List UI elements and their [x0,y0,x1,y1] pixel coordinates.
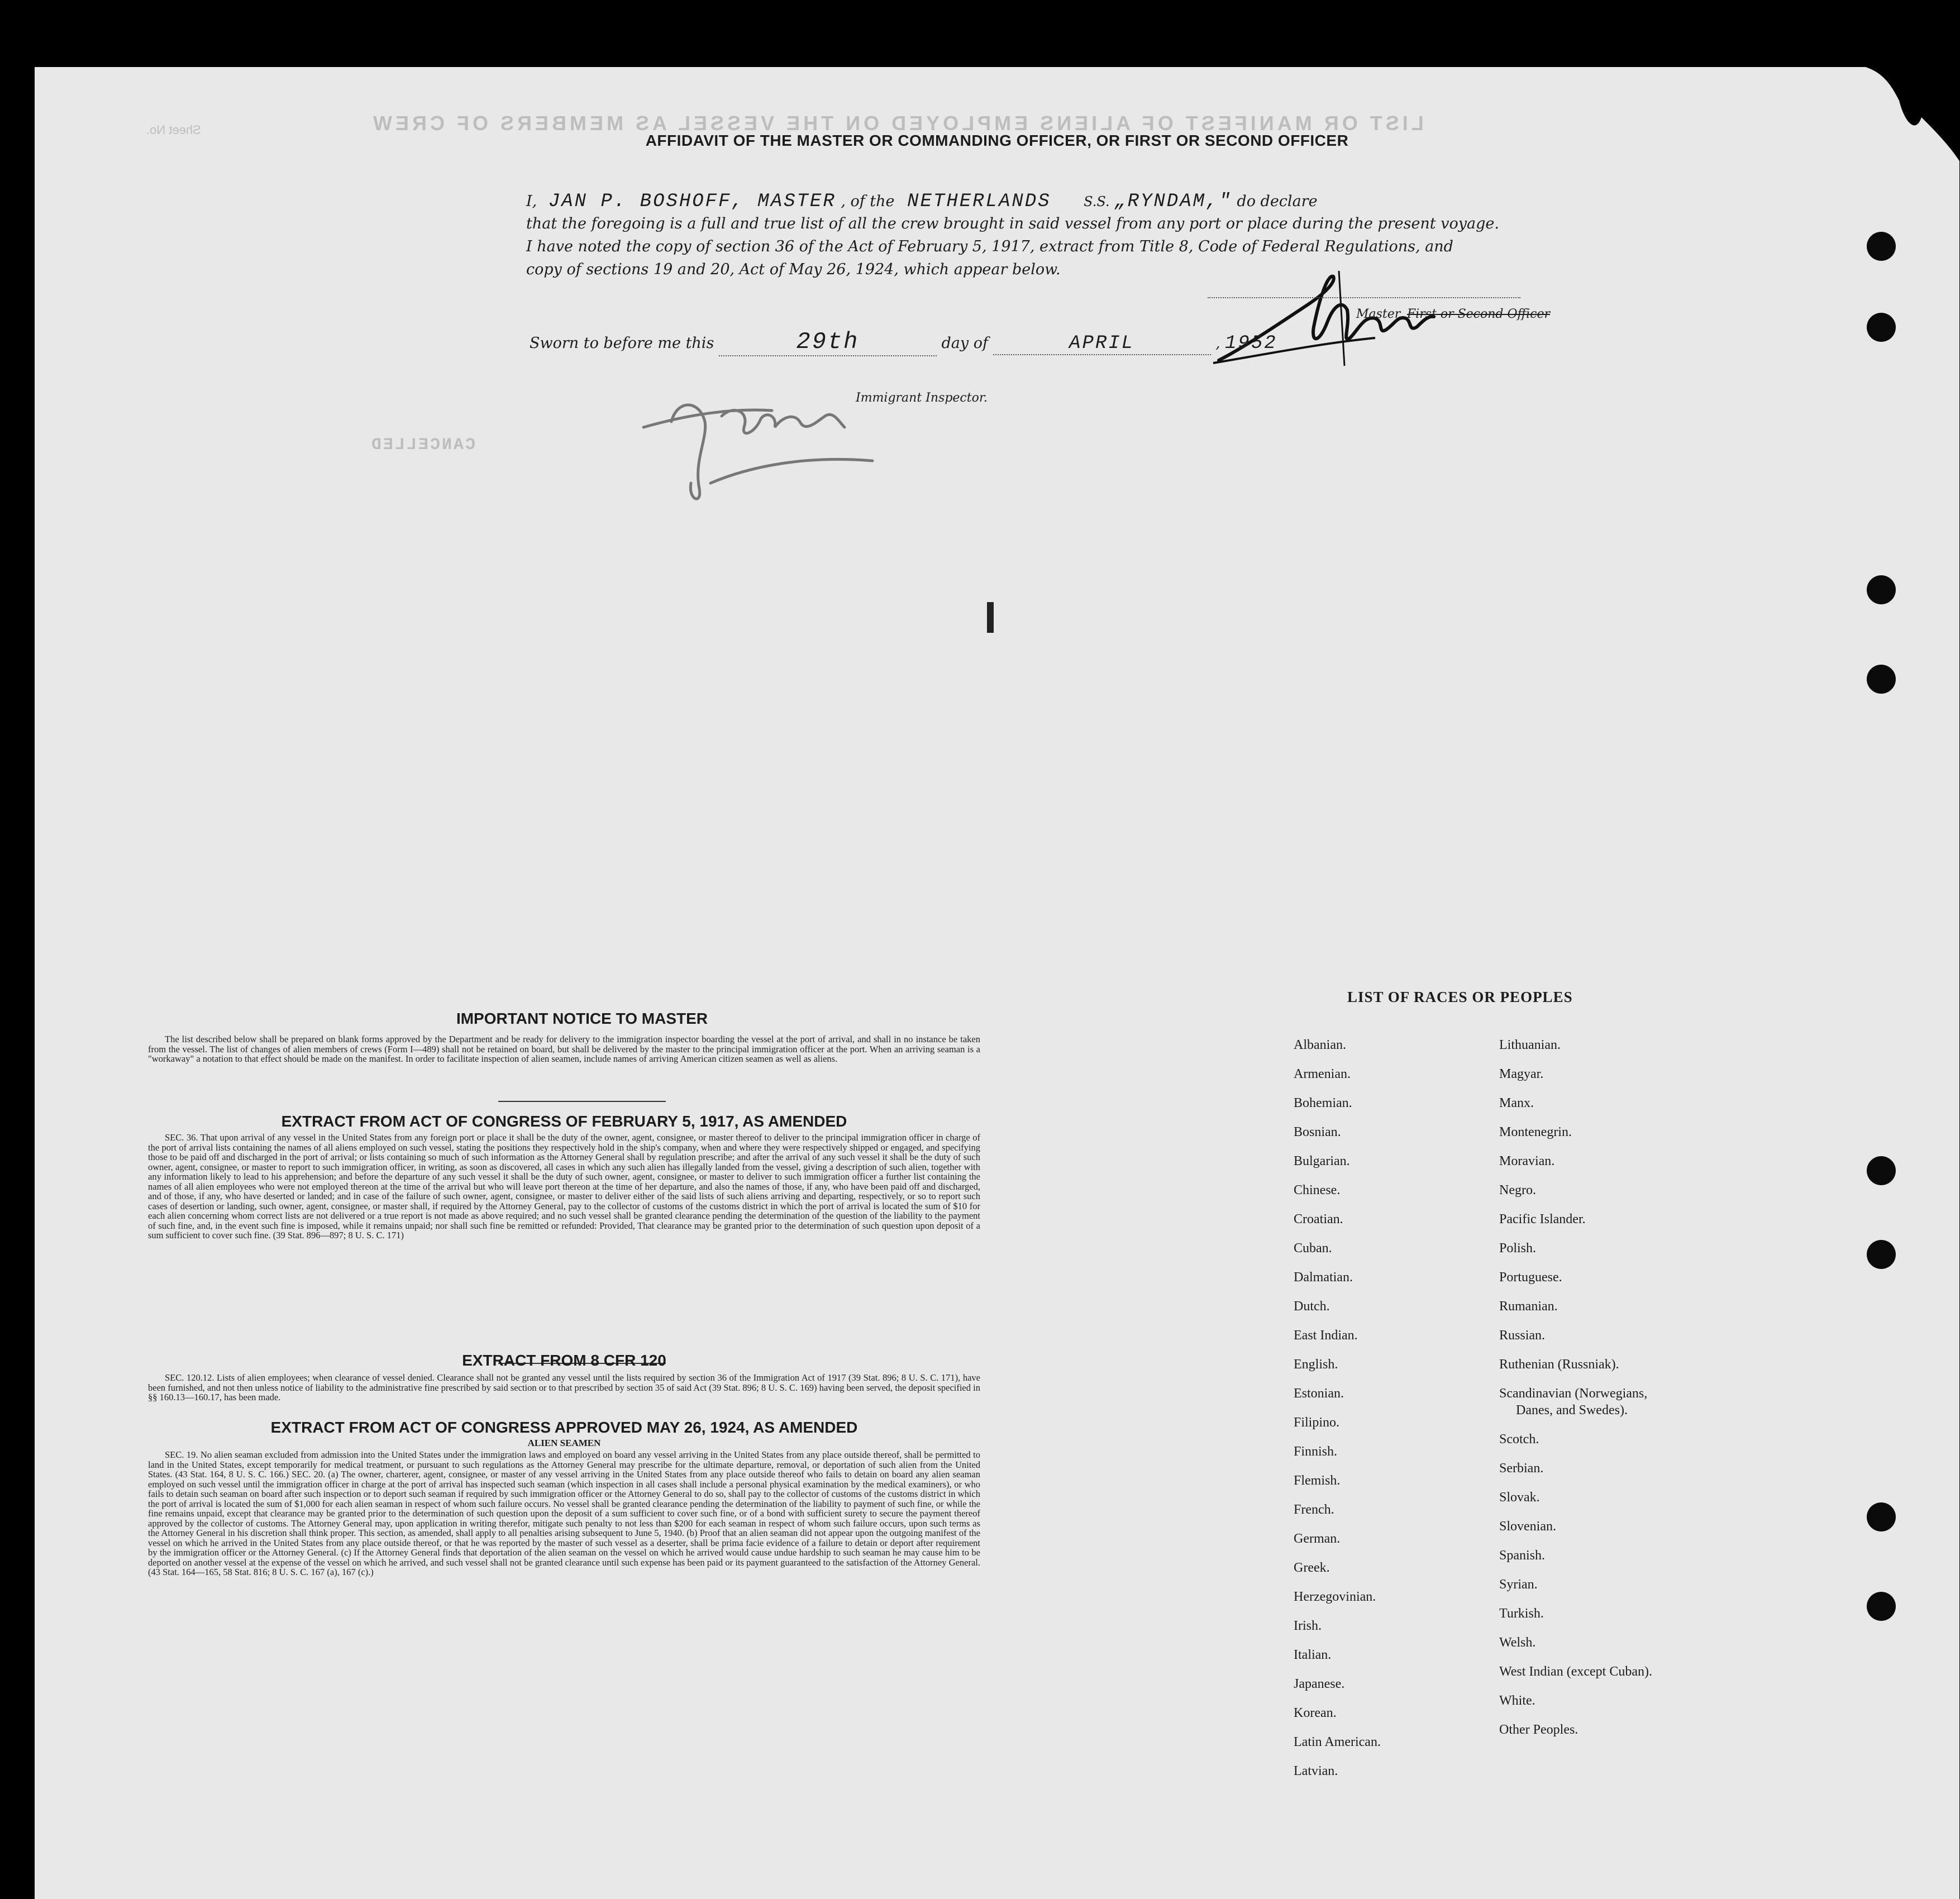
binder-hole [1867,1502,1896,1531]
race-item: Japanese. [1294,1677,1345,1691]
race-item: English. [1294,1357,1338,1372]
race-item: Welsh. [1499,1635,1536,1650]
race-item: Ruthenian (Russniak). [1499,1357,1619,1372]
affidavit-title: AFFIDAVIT OF THE MASTER OR COMMANDING OFFICER, OR FIRST OR SECOND OFFICER [645,132,1349,149]
race-item: Italian. [1294,1648,1332,1662]
race-item: Polish. [1499,1241,1537,1256]
day-of-label: day of [941,335,988,352]
race-item: Other Peoples. [1499,1723,1579,1737]
race-item: Estonian. [1294,1386,1344,1401]
race-item: Negro. [1499,1183,1536,1197]
sworn-day: 29th [796,328,860,355]
master-signature [1208,265,1442,383]
race-item: Dutch. [1294,1299,1330,1314]
race-item: Irish. [1294,1619,1322,1633]
race-item: Syrian. [1499,1577,1538,1592]
race-item: Scotch. [1499,1432,1539,1447]
race-item: Slovenian. [1499,1519,1556,1534]
sworn-year: 1952 [1225,333,1277,354]
race-item: Rumanian. [1499,1299,1558,1314]
sworn-label: Sworn to before me this [530,335,714,352]
race-item: Lithuanian. [1499,1038,1561,1052]
extract-1924-text: SEC. 19. No alien seaman excluded from admission into the United States under the immigration laws and employed on board any vessel arriving in the United States from any place outside thereof, shall be permitted to land in the United States, except temporarily for medical treatment, or pursuant to such regulations as the Attorney General may prescribe for the ultimate departure, removal, or deportation of such alien from the United States. (43 Stat. 164, 8 U. S. C. 166.) SEC. 20. (a) The owner, charterer, agent, consignee, or master of any vessel arriving in the United States from any place outside thereof who fails to detain on board any alien seaman employed on such vessel until the immigration officer in charge at the port of arrival has inspected such seaman (which inspection in all cases shall include a personal physical examination by the medical examiners), or who fails to detain such seaman on board after such inspection or to deport such seaman if required by such immigration officer or the Attorney General to do so, shall pay to the collector of customs of the customs district in which the port of arrival is located the sum of $1,000 for each alien seaman in respect of whom such failure occurs. No vessel shall be granted clearance pending the determination of the liability to payment of such fine, or while the fine remains unpaid, except that clearance may be granted prior to the determination of such question upon the deposit of a sum sufficient to cover such fine, or of a bond with sufficient surety to secure the payment thereof approved by the collector of customs. The Attorney General may, upon application in writing therefor, mitigate such penalty to not less than $200 for each seaman in respect of whom such failure occurs, upon such terms as the Attorney General in his discretion shall think proper. This section, as amended, shall apply to all penalties arising subsequent to June 5, 1940. (b) Proof that an alien seaman did not appear upon the outgoing manifest of the vessel on which he arrived in the United States from any place outside thereof, or that he was reported by the master of such vessel as a deserter, shall be prima facie evidence of a failure to detain or deport after requirement by the immigration officer or the Attorney General. (c) If the Attorney General finds that deportation of the alien seaman on the vessel on which he arrived would cause undue hardship to such seaman he may cause him to be deported on another vessel at the expense of the vessel on which he arrived, and such vessel shall not be granted clearance until such expense has been paid or its payment guaranteed to the satisfaction of the Attorney General. (43 Stat. 164—165, 58 Stat. 816; 8 U. S. C. 167 (a), 167 (c).) [148,1449,980,1577]
of-the-label: , of the [841,193,895,210]
signer-title-master: Master, [1356,307,1403,321]
binder-hole [1867,313,1896,342]
notice-title: IMPORTANT NOTICE TO MASTER [456,1010,708,1027]
master-name: JAN P. BOSHOFF, MASTER [548,191,836,212]
race-item: French. [1294,1502,1334,1517]
race-item: Dalmatian. [1294,1270,1353,1285]
sworn-month-field [993,333,1211,355]
race-item: East Indian. [1294,1328,1358,1343]
race-item: Korean. [1294,1706,1337,1720]
notice-divider [498,1101,666,1102]
binder-hole [1867,1156,1896,1185]
race-item: Latin American. [1294,1735,1381,1749]
race-item: West Indian (except Cuban). [1499,1664,1652,1679]
inspector-label: Immigrant Inspector. [856,391,988,405]
extract-1917-text: SEC. 36. That upon arrival of any vessel in the United States from any foreign port or place it shall be the duty of the owner, agent, consignee, or master thereof to deliver to the principal immigration officer in charge of the port of arrival lists containing the names of all aliens employed on such vessel, stating the positions they respectively hold in the ship's company, when and where they were respectively shipped or engaged, and specifying those to be paid off and discharged in the port of arrival; or lists containing so much of such information as the Attorney General shall by regulation prescribe; and after the arrival of any such vessel it shall be the duty of such owner, agent, consignee, or master to report to such immigration officer, in writing, as soon as discovered, all cases in which any such alien has illegally landed from the vessel, giving a description of such alien, together with any information likely to lead to his apprehension; and before the departure of any such vessel it shall be the duty of such owner, agent, consignee, or master to deliver to such immigration officer a further list containing the names of all alien employees who were not employed thereon at the time of the arrival but who will leave port thereon at the time of her departure, and also the names of those, if any, who have been paid off and discharged, and of those, if any, who have deserted or landed; and in case of the failure of such owner, agent, consignee, or master to deliver either of the said lists of such aliens arriving and departing, respectively, or so to report such cases of desertion or landing, such owner, agent, consignee, or master shall, if required by the Attorney General, pay to the collector of customs of the customs district in which the port of arrival is located the sum of $10 for each alien concerning whom correct lists are not delivered or a true report is not made as above required; and no such vessel shall be granted clearance pending the determination of the question of the liability to the payment of such fine, and, in the event such fine is imposed, while it remains unpaid; nor shall such fine be remitted or refunded: Provided, That clearance may be granted prior to the determination of such question upon deposit of a sum sufficient to cover such fine. (39 Stat. 896—897; 8 U. S. C. 171) [148,1132,980,1240]
race-item: Filipino. [1294,1415,1340,1430]
race-item: Serbian. [1499,1461,1544,1476]
sworn-month: APRIL [1069,333,1135,354]
inspector-signature [638,355,878,522]
vessel-name: „RYNDAM," [1114,191,1232,212]
race-item: Danes, and Swedes). [1516,1403,1628,1418]
race-item: Bohemian. [1294,1096,1352,1110]
binder-hole [1867,575,1896,604]
i-label: I, [526,193,537,210]
races-title: LIST OF RACES OR PEOPLES [1347,989,1573,1005]
sworn-day-field [719,328,937,356]
extract-1924-subtitle: ALIEN SEAMEN [527,1438,601,1448]
signature-line [1208,297,1520,298]
race-item: Greek. [1294,1561,1330,1575]
race-item: Albanian. [1294,1038,1346,1052]
bleed-through-cancelled: CANCELLED [370,436,476,455]
vessel-nationality: NETHERLANDS [907,191,1051,212]
race-item: Manx. [1499,1096,1534,1110]
race-item: Croatian. [1294,1212,1343,1227]
binder-hole [1867,1240,1896,1269]
race-item: Montenegrin. [1499,1125,1572,1139]
race-item: Herzegovinian. [1294,1590,1376,1604]
affidavit-declaration-line [526,191,1318,212]
extract-cfr-text: SEC. 120.12. Lists of alien employees; when clearance of vessel denied. Clearance shall not be granted any vessel until the lists required by section 36 of the Immigration Act of 1917 (39 Stat. 896; 8 U. S. C. 171), have been furnished, and not then unless notice of liability to the administrative fine prescribed by said section or to that prescribed by section 35 of said Act (39 Stat. 896; 8 U. S. C. 169) having been served, the deposit specified in §§ 160.13—160.17, has been made. [148,1372,980,1402]
torn-corner [1754,34,1960,162]
race-item: Spanish. [1499,1548,1546,1563]
document-page [35,67,1959,1899]
signer-title [1356,307,1550,321]
extract-cfr-title: EXTRACT FROM 8 CFR 120 [462,1352,666,1369]
race-item: Magyar. [1499,1067,1544,1081]
bleed-through-sheet-no: Sheet No. [146,123,201,137]
binder-hole [1867,232,1896,261]
race-item: German. [1294,1531,1341,1546]
race-item: Turkish. [1499,1606,1544,1621]
race-item: Chinese. [1294,1183,1341,1197]
affidavit-line-3: I have noted the copy of section 36 of the Act of February 5, 1917, extract from Title 8, Code of Federal Regulations, and [526,238,1453,255]
race-item: Cuban. [1294,1241,1332,1256]
bleed-through-header: LIST OR MANIFEST OF ALIENS EMPLOYED ON THE VESSEL AS MEMBERS OF CREW [370,112,1424,135]
race-item: Flemish. [1294,1473,1341,1488]
sworn-line: Sworn to before me this 29th day of APRIL , 1952 [530,328,1277,355]
binder-hole [1867,665,1896,694]
race-item: Portuguese. [1499,1270,1562,1285]
race-item: Finnish. [1294,1444,1338,1459]
race-item: Bosnian. [1294,1125,1341,1139]
notice-text: The list described below shall be prepared on blank forms approved by the Department and be ready for delivery to the immigration inspector boarding the vessel at the port of arrival, and shall in no instance be taken from the vessel. The list of changes of alien members of crews (Form I—489) shall not be retained on board, but shall be delivered by the master to the principal immigration officer at the port. When an arriving seaman is a "workaway" a notation to that effect should be made on the manifest. In order to facilitate inspection of alien seamen, include names of arriving American citizen seamen as well as aliens. [148,1034,980,1064]
race-item: Latvian. [1294,1764,1338,1778]
race-item: Armenian. [1294,1067,1351,1081]
race-item: Scandinavian (Norwegians, [1499,1386,1648,1401]
race-item: Bulgarian. [1294,1154,1350,1168]
race-item: Moravian. [1499,1154,1555,1168]
affidavit-line-4: copy of sections 19 and 20, Act of May 26, 1924, which appear below. [526,261,1061,278]
affidavit-line-2: that the foregoing is a full and true list of all the crew brought in said vessel from any port or place during the present voyage. [526,215,1499,232]
signer-title-struck: First or Second Officer [1406,307,1551,321]
do-declare-label: do declare [1237,193,1318,210]
binder-hole [1867,1592,1896,1621]
extract-1917-title: EXTRACT FROM ACT OF CONGRESS OF FEBRUARY 5, 1917, AS AMENDED [281,1113,847,1130]
extract-1924-title: EXTRACT FROM ACT OF CONGRESS APPROVED MAY 26, 1924, AS AMENDED [270,1419,858,1436]
ss-label: S.S. [1084,194,1110,209]
race-item: Slovak. [1499,1490,1540,1505]
scan-mark [987,602,994,633]
race-item: Russian. [1499,1328,1546,1343]
race-item: White. [1499,1693,1535,1708]
race-item: Pacific Islander. [1499,1212,1586,1227]
